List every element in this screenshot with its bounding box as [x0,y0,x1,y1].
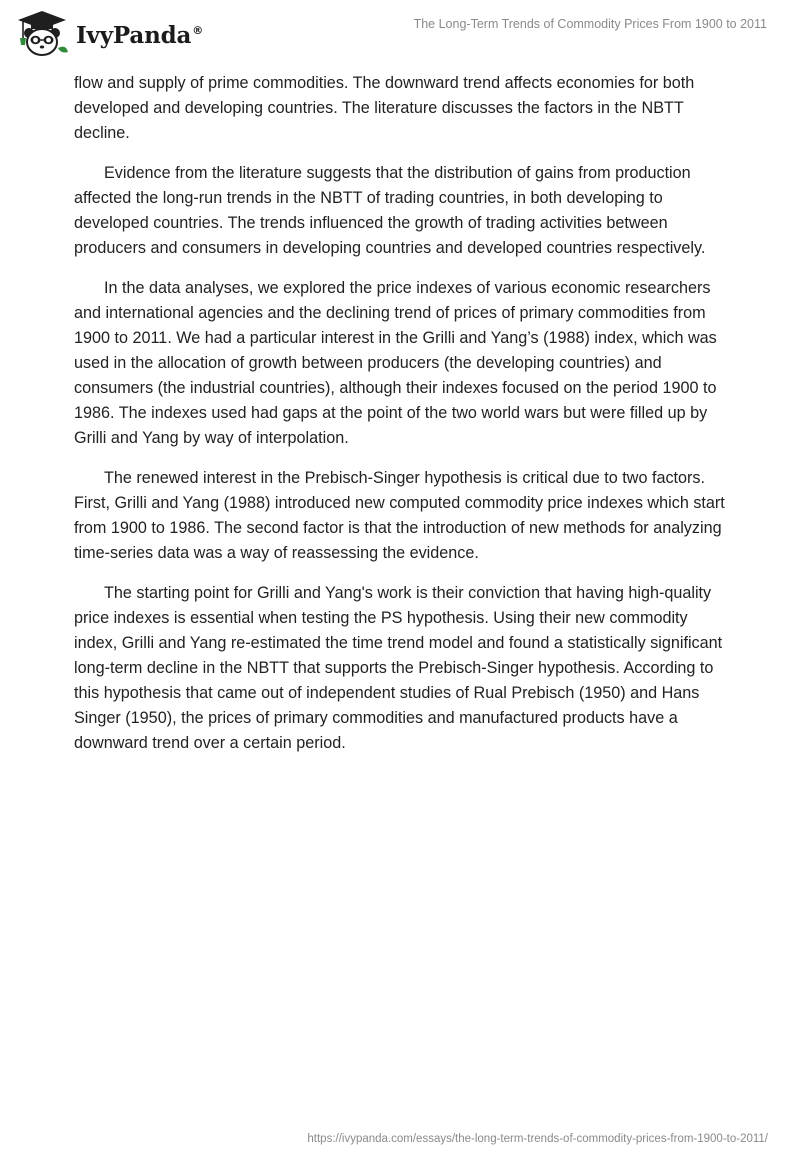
registered-mark: ® [192,23,203,37]
paragraph: flow and supply of prime commodities. The downward trend affects economies for both developed and developing countries. The literature discusses the factors in the NBTT decline. [74,74,695,142]
source-url[interactable]: https://ivypanda.com/essays/the-long-term-trends-of-commodity-prices-from-1900-to-2011/ [307,1133,768,1145]
ivypanda-logo[interactable] [14,8,203,60]
essay-body [74,71,734,771]
document-title: The Long-Term Trends of Commodity Prices From 1900 to 2011 [413,17,767,31]
paragraph: Evidence from the literature suggests that the distribution of gains from production affected the long-run trends in the NBTT of trading countries, in both developing to developed countries. The trends influenced the growth of trading activities between producers and consumers in developing countries and developed countries respectively. [74,164,706,257]
page-header [0,0,800,70]
paragraph: The renewed interest in the Prebisch-Singer hypothesis is critical due to two factors. First, Grilli and Yang (1988) introduced new computed commodity price indexes which start from 1900 to 1986. The second factor is that the introduction of new methods for analyzing time-series data was a way of reassessing the evidence. [74,469,725,562]
paragraph: The starting point for Grilli and Yang's work is their conviction that having high-quality price indexes is essential when testing the PS hypothesis. Using their new commodity index, Grilli and Yang re-estimated the time trend model and found a statistically significant long-term decline in the NBTT that supports the Prebisch-Singer hypothesis. According to this hypothesis that came out of independent studies of Rual Prebisch (1950) and Hans Singer (1950), the prices of primary commodities and manufactured products have a downward trend over a certain period. [74,584,723,752]
panda-graduation-cap-icon [14,8,70,60]
paragraph: In the data analyses, we explored the price indexes of various economic researchers and international agencies and the declining trend of prices of primary commodities from 1900 to 2011. We had a particular interest in the Grilli and Yang’s (1988) index, which was used in the allocation of growth between producers (the developing countries) and consumers (the industrial countries), although their indexes focused on the period 1900 to 1986. The indexes used had gaps at the point of the two world wars but were filled up by Grilli and Yang by way of interpolation. [74,279,717,447]
brand-name: IvyPanda® [76,21,203,49]
